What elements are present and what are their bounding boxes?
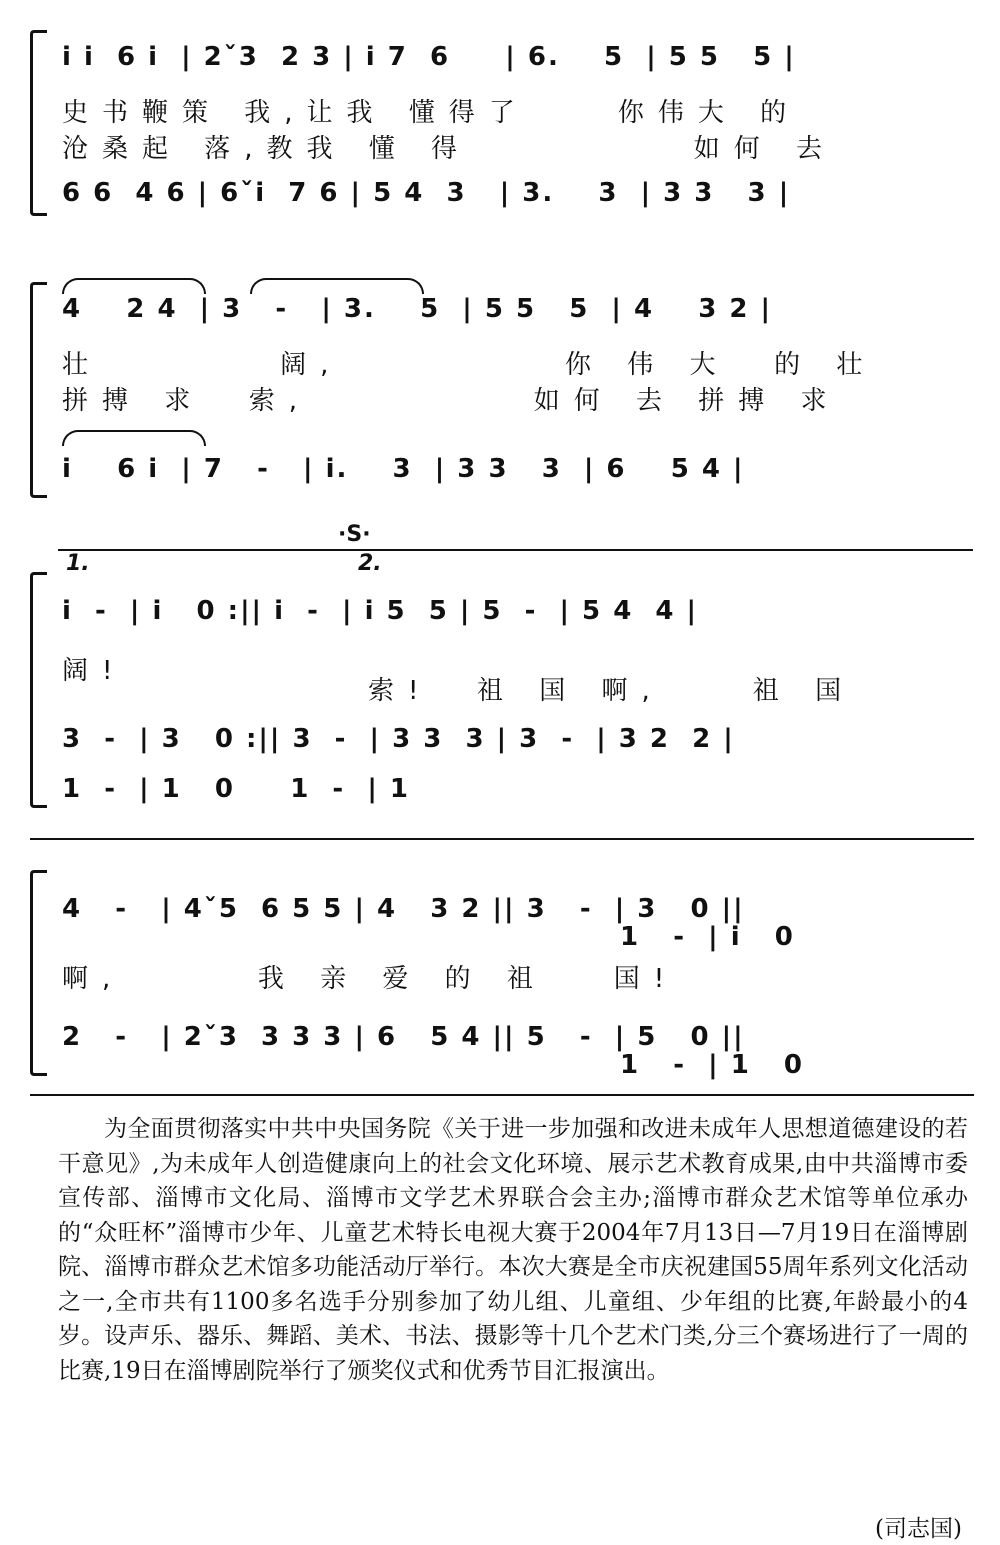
segno-sign: ·S· <box>338 522 371 547</box>
lyric-verse-1: 啊, 我 亲 爱 的 祖 国! <box>62 964 679 994</box>
lyric-verse-2: 拼搏 求 索, 如何 去 拼搏 求 <box>62 386 841 416</box>
volta-second-ending: 2. <box>358 551 382 576</box>
lower-voice-notes: 2 - | 2ˇ3 3 3 3 | 6 5 4 || 5 - | 5 0 || <box>62 1022 745 1052</box>
system-brace <box>30 870 47 1076</box>
upper-voice-notes: 4 2 4 | 3 - | 3. 5 | 5 5 5 | 4 3 2 | <box>62 294 773 324</box>
volta-first-ending: 1. <box>66 551 90 576</box>
lyric-verse-1: 史书鞭策 我,让我 懂得了 你伟大 的 <box>62 98 801 128</box>
lower-voice-notes-lower: 1 - | 1 0 <box>620 1050 805 1080</box>
slur <box>62 278 206 294</box>
slur <box>62 430 206 446</box>
lower-voice-notes: 6 6 4 6 | 6ˇi 7 6 | 5 4 3 | 3. 3 | 3 3 3 | <box>62 178 791 208</box>
lyric-verse-2: 索! 祖 国 啊, 祖 国 <box>368 676 856 706</box>
upper-voice-notes: i - | i 0 :|| i - | i 5 5 | 5 - | 5 4 4 | <box>62 596 699 626</box>
lyric-verse-2: 沧桑起 落,教我 懂 得 如何 去 <box>62 134 836 164</box>
upper-voice-notes-lower: 1 - | i 0 <box>620 922 795 952</box>
lower-voice-notes: i 6 i | 7 - | i. 3 | 3 3 3 | 6 5 4 | <box>62 454 745 484</box>
upper-voice-notes: i i 6 i | 2ˇ3 2 3 | i 7 6 | 6. 5 | 5 5 5 | <box>62 42 796 72</box>
article-author: (司志国) <box>875 1516 962 1542</box>
article-paragraph: 为全面贯彻落实中共中央国务院《关于进一步加强和改进未成年人思想道德建设的若干意见》,为未成年人创造健康向上的社会文化环境、展示艺术教育成果,由中共淄博市委宣传部、淄博市文化局、淄博市文学艺术界联合会主办;淄博市群众艺术馆等单位承办的“众旺杯”淄博市少年、儿童艺术特长电视大赛于2004年7月13日—7月19日在淄博剧院、淄博市群众艺术馆多功能活动厅举行。本次大赛是全市庆祝建国55周年系列文化活动之一,全市共有1100多名选手分别参加了幼儿组、儿童组、少年组的比赛,年龄最小的4岁。设声乐、器乐、舞蹈、美术、书法、摄影等十几个艺术门类,分三个赛场进行了一周的比赛,19日在淄博剧院举行了颁奖仪式和优秀节目汇报演出。 <box>58 1116 968 1384</box>
system-brace <box>30 30 47 216</box>
volta-line <box>58 549 973 551</box>
slur <box>250 278 424 294</box>
system-brace <box>30 282 47 498</box>
lyric-verse-1: 阔! <box>62 656 127 686</box>
lyric-verse-1: 壮 阔, 你 伟 大 的 壮 <box>62 350 877 380</box>
section-divider <box>30 1094 974 1096</box>
system-brace <box>30 572 47 808</box>
lower-voice-notes-lower: 1 - | 1 0 1 - | 1 <box>62 774 410 804</box>
system-top-rule <box>30 838 974 840</box>
lower-voice-notes-upper: 3 - | 3 0 :|| 3 - | 3 3 3 | 3 - | 3 2 2 | <box>62 724 735 754</box>
upper-voice-notes: 4 - | 4ˇ5 6 5 5 | 4 3 2 || 3 - | 3 0 || <box>62 894 745 924</box>
